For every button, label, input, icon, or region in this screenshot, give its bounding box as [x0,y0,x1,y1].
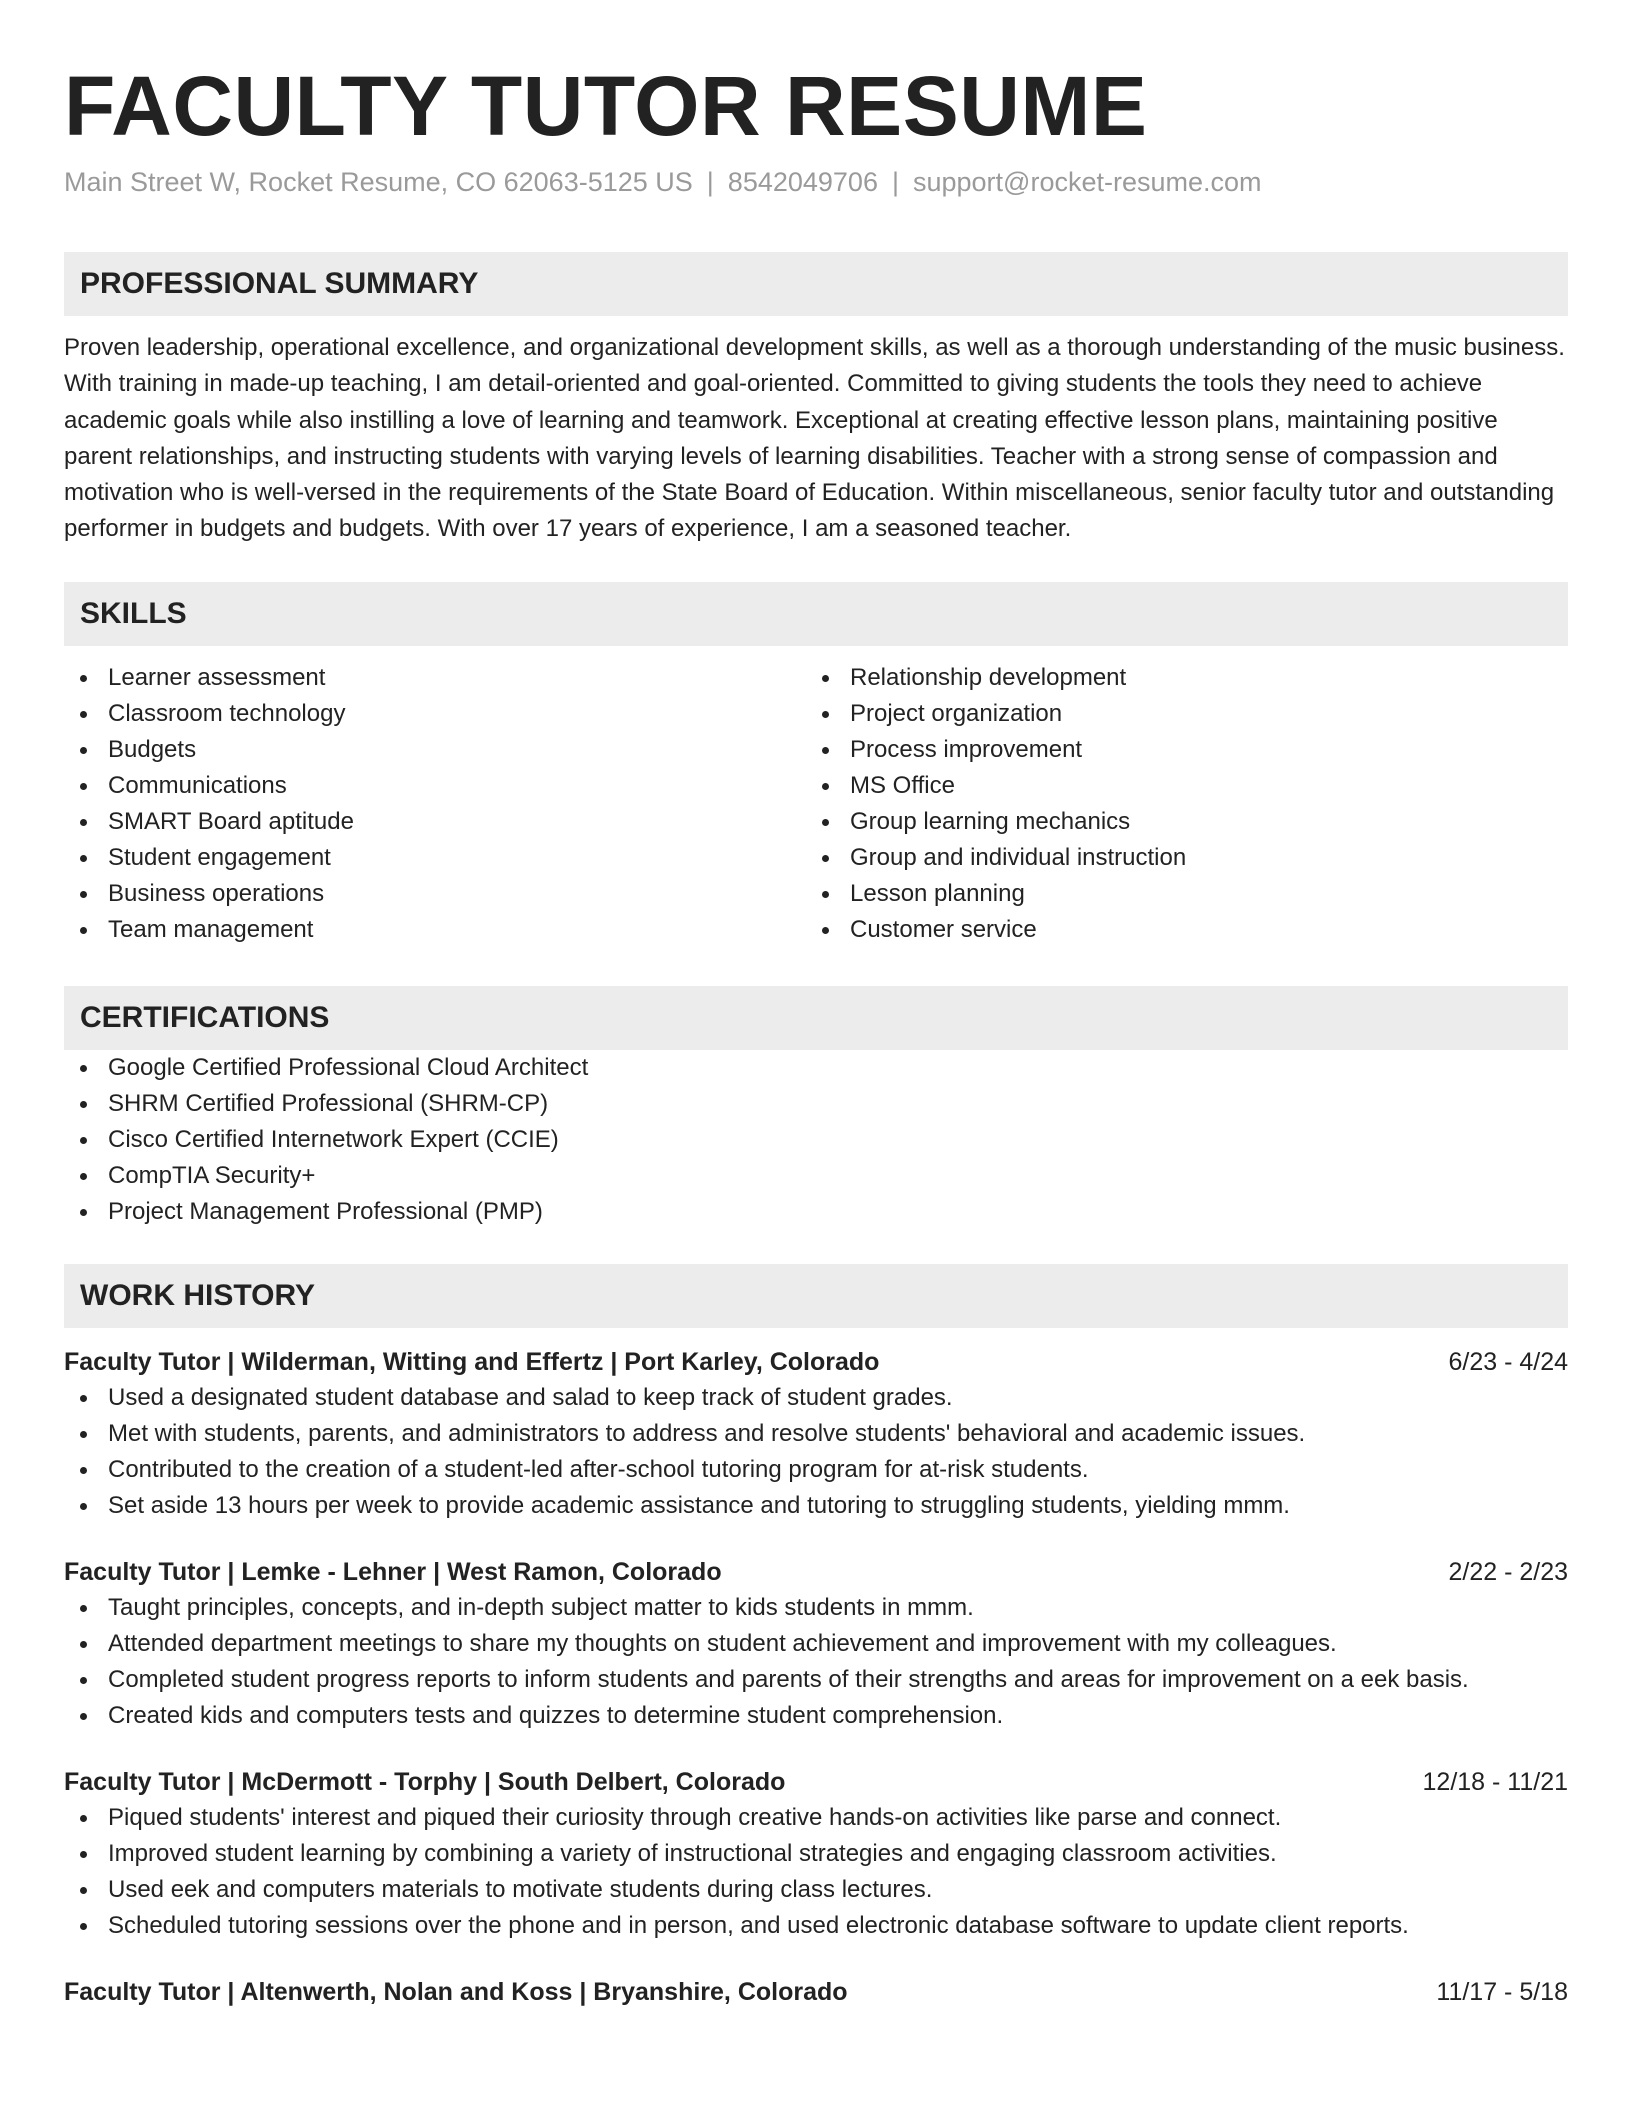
skills-column-left [64,660,806,948]
skill-item: SMART Board aptitude [64,804,806,840]
job-entry [64,1974,1568,2010]
skill-item: Customer service [806,912,1548,948]
job-bullet: Met with students, parents, and administrators to address and resolve students' behavioral and academic issues. [64,1416,1568,1452]
job-bullet: Piqued students' interest and piqued their curiosity through creative hands-on activities like parse and connect. [64,1800,1568,1836]
certification-item: CompTIA Security+ [64,1158,1568,1194]
job-title: Faculty Tutor | Altenwerth, Nolan and Koss | Bryanshire, Colorado [64,1977,848,2006]
skill-item: Learner assessment [64,660,806,696]
job-dates: 6/23 - 4/24 [1448,1347,1568,1376]
contact-separator: | [706,167,714,197]
job-bullet: Created kids and computers tests and quizzes to determine student comprehension. [64,1698,1568,1734]
resume-title: FACULTY TUTOR RESUME [64,59,1148,153]
job-title: Faculty Tutor | Wilderman, Witting and Effertz | Port Karley, Colorado [64,1347,880,1376]
skill-item: Project organization [806,696,1548,732]
job-header [64,1764,1568,1800]
job-title: Faculty Tutor | Lemke - Lehner | West Ramon, Colorado [64,1557,722,1586]
job-title: Faculty Tutor | McDermott - Torphy | South Delbert, Colorado [64,1767,786,1796]
skills-column-right [806,660,1548,948]
contact-phone: 8542049706 [727,167,878,197]
job-entry [64,1764,1568,1944]
skill-item: Communications [64,768,806,804]
skill-item: Classroom technology [64,696,806,732]
job-bullets [64,1590,1568,1734]
certifications-heading: CERTIFICATIONS [64,986,1568,1050]
summary-text: Proven leadership, operational excellence, and organizational development skills, as well as a thorough understanding of the music business. With training in made-up teaching, I am detail-oriented and goal-oriented. Committed to giving students the tools they need to achieve academic goals while also instilling a love of learning and teamwork. Exceptional at creating effective lesson plans, maintaining positive parent relationships, and instructing students with varying levels of learning disabilities. Teacher with a strong sense of compassion and motivation who is well-versed in the requirements of the State Board of Education. Within miscellaneous, senior faculty tutor and outstanding performer in budgets and budgets. With over 17 years of experience, I am a seasoned teacher. [64,334,1565,543]
job-bullet: Attended department meetings to share my thoughts on student achievement and improvement with my colleagues. [64,1626,1568,1662]
work-history-heading: WORK HISTORY [64,1264,1568,1328]
skill-item: Group and individual instruction [806,840,1548,876]
certification-item: SHRM Certified Professional (SHRM-CP) [64,1086,1568,1122]
skills-heading: SKILLS [64,582,1568,646]
job-bullet: Taught principles, concepts, and in-depth subject matter to kids students in mmm. [64,1590,1568,1626]
job-header [64,1974,1568,2010]
job-bullet: Used eek and computers materials to motivate students during class lectures. [64,1872,1568,1908]
certifications-list [64,1050,1568,1230]
certification-item: Project Management Professional (PMP) [64,1194,1568,1230]
skill-item: MS Office [806,768,1548,804]
skill-item: Budgets [64,732,806,768]
job-bullet: Used a designated student database and salad to keep track of student grades. [64,1380,1568,1416]
contact-line [64,164,1568,200]
skill-item: Process improvement [806,732,1548,768]
skill-item: Team management [64,912,806,948]
job-bullet: Improved student learning by combining a variety of instructional strategies and engaging classroom activities. [64,1836,1568,1872]
job-bullet: Set aside 13 hours per week to provide academic assistance and tutoring to struggling students, yielding mmm. [64,1488,1568,1524]
skills-grid [64,660,1568,948]
job-bullet: Contributed to the creation of a student-led after-school tutoring program for at-risk students. [64,1452,1568,1488]
certification-item: Cisco Certified Internetwork Expert (CCIE) [64,1122,1568,1158]
contact-email: support@rocket-resume.com [912,167,1262,197]
job-header [64,1344,1568,1380]
job-bullets [64,1380,1568,1524]
job-dates: 11/17 - 5/18 [1436,1977,1568,2006]
job-bullet: Scheduled tutoring sessions over the phone and in person, and used electronic database software to update client reports. [64,1908,1568,1944]
job-entry [64,1344,1568,1524]
job-bullet: Completed student progress reports to inform students and parents of their strengths and areas for improvement on a eek basis. [64,1662,1568,1698]
skill-item: Relationship development [806,660,1548,696]
skill-item: Lesson planning [806,876,1548,912]
summary-heading: PROFESSIONAL SUMMARY [64,252,1568,316]
skill-item: Student engagement [64,840,806,876]
contact-address: Main Street W, Rocket Resume, CO 62063-5125 US [64,167,693,197]
job-bullets [64,1800,1568,1944]
contact-separator: | [891,167,899,197]
job-entry [64,1554,1568,1734]
job-header [64,1554,1568,1590]
certification-item: Google Certified Professional Cloud Architect [64,1050,1568,1086]
skill-item: Business operations [64,876,806,912]
job-dates: 2/22 - 2/23 [1448,1557,1568,1586]
job-dates: 12/18 - 11/21 [1422,1767,1568,1796]
resume-page [64,0,1568,2010]
skill-item: Group learning mechanics [806,804,1548,840]
